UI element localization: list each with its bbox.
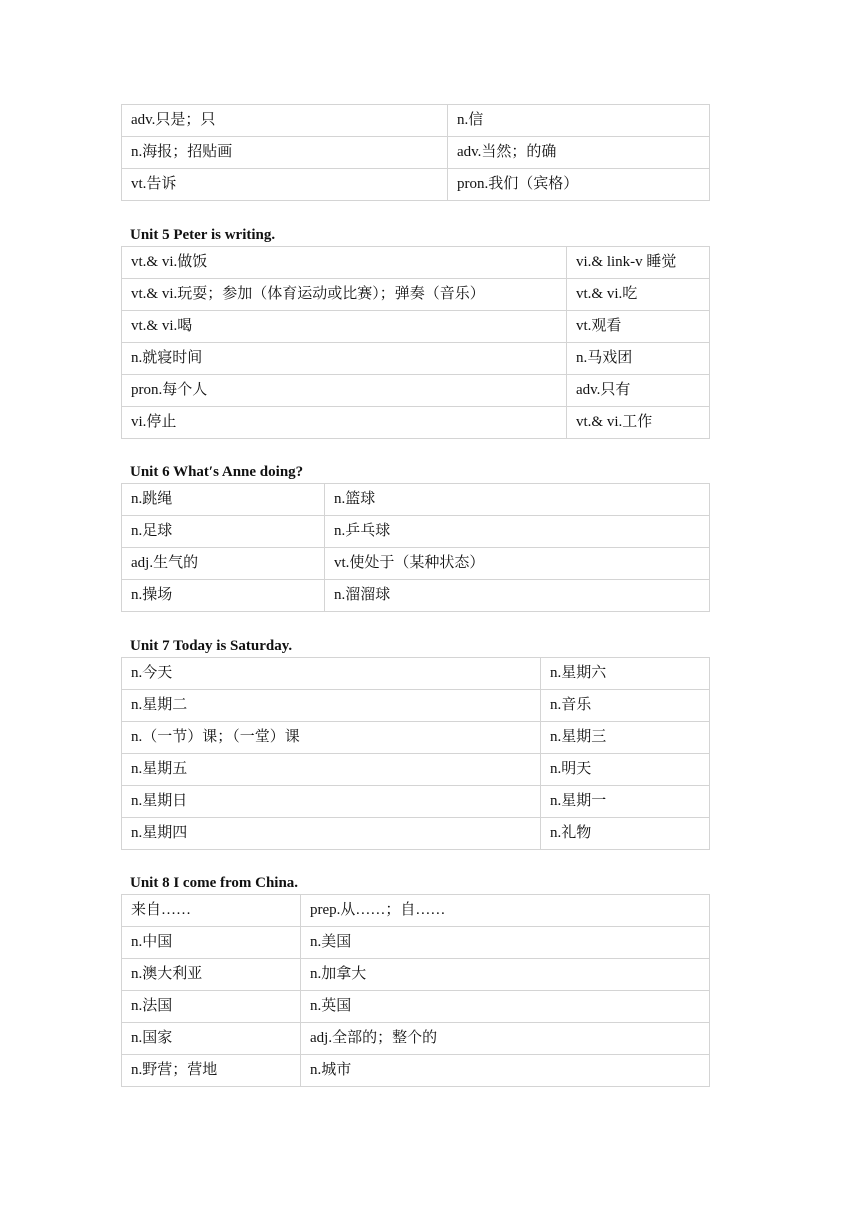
table-cell: vi.& link-v 睡觉 <box>567 247 710 279</box>
table-cell: n.澳大利亚 <box>122 959 301 991</box>
table-cell: prep.从……；自…… <box>301 895 710 927</box>
table-cell: vt.观看 <box>567 311 710 343</box>
table-cell: n.星期四 <box>122 818 541 850</box>
vocab-table-unit8 <box>121 894 709 1087</box>
table-cell: vt.& vi.工作 <box>567 407 710 439</box>
vocab-table-intro <box>121 104 709 201</box>
vocab-table-unit6 <box>121 483 709 612</box>
table-cell: n.就寝时间 <box>122 343 567 375</box>
table-cell: n.星期日 <box>122 786 541 818</box>
table-row <box>122 343 710 375</box>
vocab-table-unit7 <box>121 657 709 850</box>
table-cell: n.国家 <box>122 1023 301 1055</box>
table-row <box>122 580 710 612</box>
table-row <box>122 407 710 439</box>
table-cell: adj.生气的 <box>122 548 325 580</box>
table-row <box>122 247 710 279</box>
table-row <box>122 279 710 311</box>
table-cell: n.星期一 <box>541 786 710 818</box>
table-cell: n.星期五 <box>122 754 541 786</box>
table-row <box>122 690 710 722</box>
table-row <box>122 895 710 927</box>
table-row <box>122 311 710 343</box>
table-row <box>122 137 710 169</box>
table-row <box>122 169 710 201</box>
table-row <box>122 548 710 580</box>
table-cell: n.溜溜球 <box>325 580 710 612</box>
table-cell: n.海报；招贴画 <box>122 137 448 169</box>
table-cell: vt.& vi.喝 <box>122 311 567 343</box>
table-cell: vi.停止 <box>122 407 567 439</box>
table-cell: vt.使处于（某种状态） <box>325 548 710 580</box>
unit7-heading: Unit 7 Today is Saturday. <box>130 638 293 654</box>
table-cell: adv.当然；的确 <box>448 137 710 169</box>
table-cell: n.野营；营地 <box>122 1055 301 1087</box>
table-cell: adv.只有 <box>567 375 710 407</box>
table-cell: n.星期三 <box>541 722 710 754</box>
table-row <box>122 1055 710 1087</box>
table-row <box>122 105 710 137</box>
table-row <box>122 1023 710 1055</box>
table-cell: n.英国 <box>301 991 710 1023</box>
table-cell: n.美国 <box>301 927 710 959</box>
table-cell: pron.每个人 <box>122 375 567 407</box>
table-row <box>122 927 710 959</box>
unit8-heading: Unit 8 I come from China. <box>130 875 299 891</box>
table-cell: n.星期六 <box>541 658 710 690</box>
table-row <box>122 722 710 754</box>
table-cell: n.乒乓球 <box>325 516 710 548</box>
table-cell: n.加拿大 <box>301 959 710 991</box>
table-cell: n.明天 <box>541 754 710 786</box>
table-cell: n.星期二 <box>122 690 541 722</box>
table-row <box>122 516 710 548</box>
table-cell: n.足球 <box>122 516 325 548</box>
table-row <box>122 959 710 991</box>
vocab-table-unit5 <box>121 246 709 439</box>
table-row <box>122 818 710 850</box>
table-cell: n.城市 <box>301 1055 710 1087</box>
table-cell: vt.告诉 <box>122 169 448 201</box>
table-cell: n.法国 <box>122 991 301 1023</box>
table-cell: 来自…… <box>122 895 301 927</box>
table-cell: n.操场 <box>122 580 325 612</box>
table-row <box>122 658 710 690</box>
table-cell: adv.只是；只 <box>122 105 448 137</box>
table-cell: adj.全部的；整个的 <box>301 1023 710 1055</box>
unit5-heading: Unit 5 Peter is writing. <box>130 227 276 243</box>
table-row <box>122 484 710 516</box>
table-row <box>122 375 710 407</box>
table-cell: n.（一节）课；（一堂）课 <box>122 722 541 754</box>
table-row <box>122 754 710 786</box>
table-row <box>122 991 710 1023</box>
table-cell: vt.& vi.玩耍；参加（体育运动或比赛）；弹奏（音乐） <box>122 279 567 311</box>
table-cell: n.信 <box>448 105 710 137</box>
table-cell: n.马戏团 <box>567 343 710 375</box>
table-cell: pron.我们（宾格） <box>448 169 710 201</box>
table-cell: n.中国 <box>122 927 301 959</box>
unit6-heading: Unit 6 What′s Anne doing? <box>130 464 304 480</box>
table-cell: n.礼物 <box>541 818 710 850</box>
table-cell: n.跳绳 <box>122 484 325 516</box>
table-cell: n.今天 <box>122 658 541 690</box>
table-cell: n.音乐 <box>541 690 710 722</box>
table-cell: vt.& vi.做饭 <box>122 247 567 279</box>
table-cell: vt.& vi.吃 <box>567 279 710 311</box>
table-cell: n.篮球 <box>325 484 710 516</box>
table-row <box>122 786 710 818</box>
